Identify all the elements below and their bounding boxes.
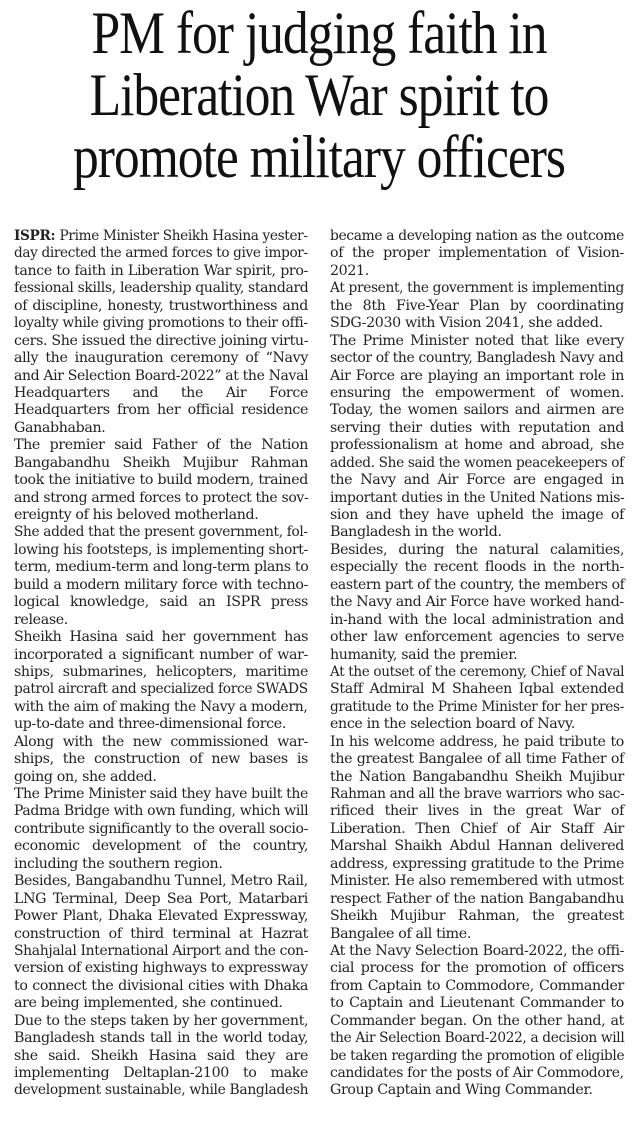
article-line-text: in-hand with the local administration and	[330, 611, 624, 628]
article-line-text: Bangladesh stands tall in the world today,	[14, 1030, 308, 1047]
article-line-text: going on, she added.	[14, 768, 157, 785]
article-line-text: ally the inauguration ceremony of “Navy	[14, 350, 308, 367]
article-line-text: version of existing highways to expressway	[14, 960, 308, 977]
article-line	[14, 978, 308, 995]
article-line-text: other law enforcement agencies to serve	[330, 629, 624, 646]
article-line-text: build a modern military force with techno-	[14, 576, 308, 593]
article-line	[14, 455, 308, 472]
article-line	[14, 280, 308, 297]
article-line-text: from Captain to Commodore, Commander	[330, 977, 624, 994]
article-line	[330, 1065, 624, 1082]
article-line	[330, 507, 624, 524]
article-line-text: the greatest Bangalee of all time Father of	[330, 751, 624, 768]
article-line-text: sion and they have upheld the image of	[330, 507, 624, 523]
article-line-text: sector of the country, Bangladesh Navy and	[330, 350, 624, 367]
article-line-text: Shahjalal International Airport and the con-	[14, 942, 309, 959]
article-line	[14, 803, 308, 820]
article-line	[14, 594, 308, 611]
article-line-text: Prime Minister Sheikh Hasina yester-	[59, 228, 308, 244]
article-line	[330, 437, 624, 454]
article-line-text: Marshal Shaikh Abdul Hannan delivered	[330, 838, 624, 855]
dateline: ISPR:	[14, 228, 60, 244]
article-line-text: Group Captain and Wing Commander.	[330, 1082, 593, 1099]
headline-line: Liberation War spirit to	[89, 62, 549, 128]
article-line	[330, 559, 624, 576]
article-line-text: lowing his footsteps, is implementing short-	[14, 541, 308, 558]
article-line-text: up-to-date and three-dimensional force.	[14, 716, 286, 733]
article-line	[14, 402, 308, 419]
article-line	[330, 664, 624, 681]
article-line	[14, 507, 308, 524]
article-line	[14, 245, 308, 262]
article-line-text: candidates for the posts of Air Commodore,	[330, 1065, 624, 1081]
article-line	[14, 664, 308, 681]
article-line	[330, 1048, 624, 1065]
article-line	[330, 995, 624, 1012]
headline	[45, 2, 594, 188]
article-line	[14, 577, 308, 594]
article-line	[330, 629, 624, 646]
article-line-text: 2021.	[330, 262, 369, 279]
article-line	[14, 769, 308, 786]
article-line	[330, 490, 624, 507]
article-line-text: logical knowledge, said an ISPR press	[14, 594, 308, 611]
article-line-text: Bangalee of all time.	[330, 925, 471, 942]
article-line	[330, 455, 624, 472]
article-line-text: are being implemented, she continued.	[14, 995, 283, 1012]
article-line	[330, 245, 624, 262]
article-line	[330, 402, 624, 419]
article-line	[14, 228, 308, 245]
article-line-text: added. She said the women peacekeepers of	[330, 454, 624, 471]
article-line-text: Sheikh Hasina said her government has	[14, 629, 308, 646]
article-line	[14, 420, 308, 437]
article-line	[330, 926, 624, 943]
article-line	[330, 647, 624, 664]
article-line-text: the Nation Bangabandhu Sheikh Mujibur	[330, 768, 624, 785]
article-line-text: LNG Terminal, Deep Sea Port, Matarbari	[14, 890, 308, 907]
article-line-text: day directed the armed forces to give impor-	[14, 245, 308, 262]
article-line-text: Commander began. On the other hand, at	[330, 1012, 624, 1029]
article-line-text: tance to faith in Liberation War spirit, pro-	[14, 262, 308, 279]
article-line-text: Liberation. Then Chief of Air Staff Air	[330, 820, 624, 837]
headline-line: PM for judging faith in	[91, 0, 547, 66]
article-line	[14, 490, 308, 507]
article-line	[14, 333, 308, 350]
article-line-text: fessional skills, leadership quality, standard	[14, 280, 309, 297]
article-line-text: construction of third terminal at Hazrat	[14, 925, 308, 942]
article-line	[14, 559, 308, 576]
article-column-right	[330, 228, 624, 1100]
article-line-text: rificed their lives in the great War of	[330, 803, 624, 820]
article-line	[330, 751, 624, 768]
article-line-text: be taken regarding the promotion of eligible	[330, 1047, 625, 1064]
article-line	[330, 856, 624, 873]
article-line-text: Rahman and all the brave warriors who sac-	[330, 786, 625, 802]
article-line-text: became a developing nation as the outcome	[330, 228, 624, 244]
article-line-text: The Prime Minister noted that like every	[330, 332, 624, 349]
article-line-text: Minister. He also remembered with utmost	[330, 873, 624, 890]
article-line	[330, 1013, 624, 1030]
article-line-text: She added that the present government, fol-	[14, 524, 308, 541]
article-line	[14, 734, 308, 751]
article-line	[14, 681, 308, 698]
article-line	[330, 298, 624, 315]
article-line	[330, 472, 624, 489]
article-line	[14, 699, 308, 716]
article-line	[14, 873, 308, 890]
article-line-text: she said. Sheikh Hasina said they are	[14, 1047, 308, 1064]
article-line	[14, 350, 308, 367]
article-line-text: ships, the construction of new bases is	[14, 751, 308, 768]
article-line	[14, 786, 308, 803]
article-line	[14, 856, 308, 873]
article-line	[14, 315, 308, 332]
article-line	[330, 263, 624, 280]
article-line	[14, 263, 308, 280]
article-line-text: humanity, said the premier.	[330, 646, 518, 663]
article-column-left	[14, 228, 308, 1100]
article-line-text: especially the recent floods in the north-	[330, 559, 624, 576]
article-line	[14, 612, 308, 629]
article-line	[330, 838, 624, 855]
article-line-text: of discipline, honesty, trustworthiness and	[14, 297, 308, 314]
article-line	[330, 1030, 624, 1047]
article-line	[14, 647, 308, 664]
article-line	[330, 1082, 624, 1099]
article-line	[14, 908, 308, 925]
article-line-text: At the Navy Selection Board-2022, the offi-	[330, 942, 625, 959]
article-line	[330, 594, 624, 611]
article-line	[14, 751, 308, 768]
article-line	[330, 420, 624, 437]
article-line	[14, 1013, 308, 1030]
article-line-text: At present, the government is implementing	[330, 280, 624, 297]
article-line-text: Along with the new commissioned war-	[14, 733, 308, 750]
article-line	[330, 716, 624, 733]
article-line-text: contribute significantly to the overall socio-	[14, 820, 308, 837]
article-line-text: and Air Selection Board-2022” at the Naval	[14, 367, 309, 384]
article-line	[330, 542, 624, 559]
article-line	[14, 821, 308, 838]
article-line-text: professionalism at home and abroad, she	[330, 437, 624, 454]
article-line-text: important duties in the United Nations mis-	[330, 489, 625, 506]
article-line-text: Headquarters from her official residence	[14, 402, 308, 419]
article-line	[14, 943, 308, 960]
article-line-text: The Prime Minister said they have built the	[14, 786, 308, 802]
article-line	[14, 368, 308, 385]
article-line	[14, 1082, 308, 1099]
article-line	[14, 926, 308, 943]
article-line-text: address, expressing gratitude to the Prime	[330, 855, 624, 872]
article-line	[14, 838, 308, 855]
article-line-text: Due to the steps taken by her government,	[14, 1012, 309, 1029]
article-line-text: Staff Admiral M Shaheen Iqbal extended	[330, 681, 624, 698]
article-line	[330, 350, 624, 367]
article-line	[330, 524, 624, 541]
article-line-text: the Navy and Air Force are engaged in	[330, 472, 624, 489]
article-line	[330, 315, 624, 332]
article-line-text: release.	[14, 611, 68, 628]
article-line	[330, 943, 624, 960]
article-line-text: term, medium-term and long-term plans to	[14, 559, 309, 576]
article-line	[330, 908, 624, 925]
article-line	[330, 873, 624, 890]
article-line	[330, 769, 624, 786]
article-line	[330, 333, 624, 350]
article-line-text: the Navy and Air Force have worked hand-	[330, 594, 624, 611]
article-line-text: The premier said Father of the Nation	[14, 437, 308, 454]
article-line-text: the 8th Five-Year Plan by coordinating	[330, 297, 624, 314]
article-line-text: Power Plant, Dhaka Elevated Expressway,	[14, 908, 308, 925]
article-line	[330, 821, 624, 838]
article-line-text: In his welcome address, he paid tribute to	[330, 733, 624, 750]
article-line-text: cers. She issued the directive joining virtu-	[14, 332, 309, 349]
article-line-text: with the aim of making the Navy a modern,	[14, 698, 308, 715]
article-line-text: eastern part of the country, the members of	[330, 576, 625, 593]
article-line	[14, 1065, 308, 1082]
article-line-text: patrol aircraft and specialized force SWADS	[14, 681, 308, 698]
article-line	[330, 577, 624, 594]
article-line-text: Today, the women sailors and airmen are	[330, 402, 624, 419]
article-line-text: of the proper implementation of Vision-	[330, 245, 624, 262]
article-line-text: Besides, Bangabandhu Tunnel, Metro Rail,	[14, 873, 308, 890]
article-line	[330, 385, 624, 402]
article-line-text: SDG-2030 with Vision 2041, she added.	[330, 315, 603, 332]
article-line	[14, 1030, 308, 1047]
article-line	[330, 891, 624, 908]
article-line-text: gratitude to the Prime Minister for her pres-	[330, 698, 625, 715]
article-line-text: At the outset of the ceremony, Chief of Naval	[330, 663, 625, 680]
article-line	[330, 368, 624, 385]
article-line-text: including the southern region.	[14, 855, 223, 872]
headline-line: promote military officers	[73, 124, 565, 190]
article-line-text: implementing Deltaplan-2100 to make	[14, 1065, 308, 1081]
article-line-text: Headquarters and the Air Force	[14, 384, 308, 401]
article-line	[330, 681, 624, 698]
article-line	[14, 1048, 308, 1065]
article-line-text: took the initiative to build modern, trained	[14, 472, 308, 489]
article-line	[330, 228, 624, 245]
article-line	[14, 524, 308, 541]
article-line	[330, 960, 624, 977]
article-line-text: Padma Bridge with own funding, which will	[14, 803, 309, 820]
article-line	[330, 699, 624, 716]
article-line-text: Bangabandhu Sheikh Mujibur Rahman	[14, 454, 308, 471]
article-line-text: Sheikh Mujibur Rahman, the greatest	[330, 908, 624, 925]
article-line-text: and strong armed forces to protect the sov-	[14, 489, 309, 506]
article-line	[14, 891, 308, 908]
article-line-text: Bangladesh in the world.	[330, 524, 502, 541]
article-line-text: to Captain and Lieutenant Commander to	[330, 995, 624, 1012]
article-line-text: Air Force are playing an important role in	[330, 367, 624, 384]
article-line-text: to connect the divisional cities with Dhaka	[14, 977, 308, 994]
article-line	[14, 960, 308, 977]
article-line-text: development sustainable, while Bangladesh	[14, 1082, 309, 1099]
article-line-text: serving their duties with reputation and	[330, 419, 624, 436]
article-line-text: Besides, during the natural calamities,	[330, 541, 624, 558]
article-line-text: ence in the selection board of Navy.	[330, 716, 575, 733]
article-line-text: cial process for the promotion of officers	[330, 960, 624, 977]
article-line-text: respect Father of the nation Bangabandhu	[330, 890, 624, 907]
article-line	[330, 786, 624, 803]
article-line-text: ensuring the empowerment of women.	[330, 384, 624, 401]
article-line-text: Ganabhaban.	[14, 419, 106, 436]
article-line	[14, 437, 308, 454]
article-line	[14, 385, 308, 402]
article-line	[330, 734, 624, 751]
article-line	[330, 612, 624, 629]
article-line	[14, 542, 308, 559]
article-line	[14, 716, 308, 733]
article-line-text: loyalty while giving promotions to their offi-	[14, 315, 308, 332]
article-line-text: incorporated a significant number of war-	[14, 646, 308, 663]
article-line	[14, 629, 308, 646]
article-line	[14, 298, 308, 315]
article-line-text: ships, submarines, helicopters, maritime	[14, 663, 308, 680]
article-line	[14, 472, 308, 489]
article-line	[330, 978, 624, 995]
article-line-text: ereignty of his beloved motherland.	[14, 507, 259, 523]
article-line	[330, 280, 624, 297]
article-line-text: the Air Selection Board-2022, a decision will	[330, 1030, 625, 1047]
article-line-text: economic development of the country,	[14, 838, 308, 855]
article-line	[330, 803, 624, 820]
article-line	[14, 995, 308, 1012]
